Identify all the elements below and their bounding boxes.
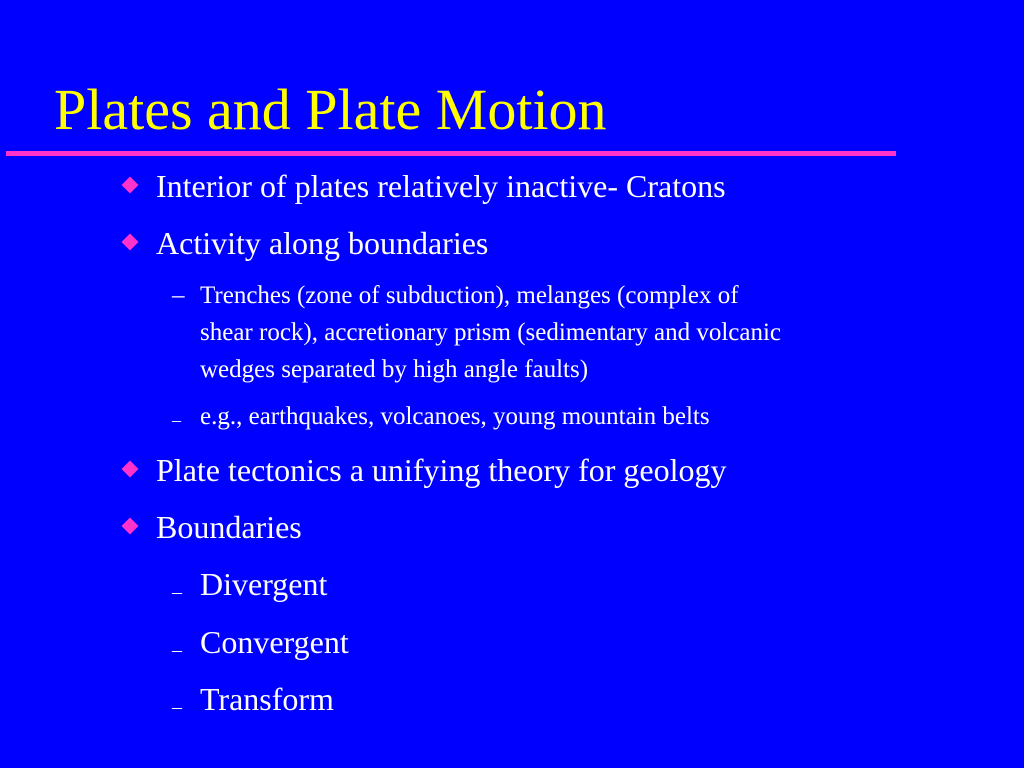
dash-bullet-icon: – [172, 581, 182, 603]
bullet-text: Activity along boundaries [156, 225, 489, 261]
diamond-bullet-icon [122, 234, 139, 251]
diamond-bullet-icon [122, 177, 139, 194]
diamond-bullet-icon [122, 518, 139, 535]
dash-bullet-icon: – [172, 282, 185, 309]
diamond-bullet-icon [122, 461, 139, 478]
bullet-text: Plate tectonics a unifying theory for geology [156, 452, 727, 488]
sub-bullet-line: e.g., earthquakes, volcanoes, young mountain belts [200, 403, 710, 430]
sub-bullet-line: Trenches (zone of subduction), melanges (complex of [200, 282, 739, 309]
sub-bullet-text: Convergent [200, 624, 349, 660]
sub-bullet-text: Transform [200, 681, 334, 717]
dash-bullet-icon: – [172, 696, 182, 718]
slide-title: Plates and Plate Motion [54, 77, 607, 142]
sub-bullet-line: wedges separated by high angle faults) [200, 356, 589, 383]
title-underline [6, 151, 896, 156]
dash-bullet-icon: – [172, 410, 181, 430]
bullet-text: Boundaries [156, 509, 302, 545]
bullet-text: Interior of plates relatively inactive- Cratons [156, 168, 726, 204]
sub-bullet-text: Divergent [200, 566, 328, 602]
dash-bullet-icon: – [172, 639, 182, 661]
sub-bullet-line: shear rock), accretionary prism (sedimentary and volcanic [200, 319, 781, 346]
